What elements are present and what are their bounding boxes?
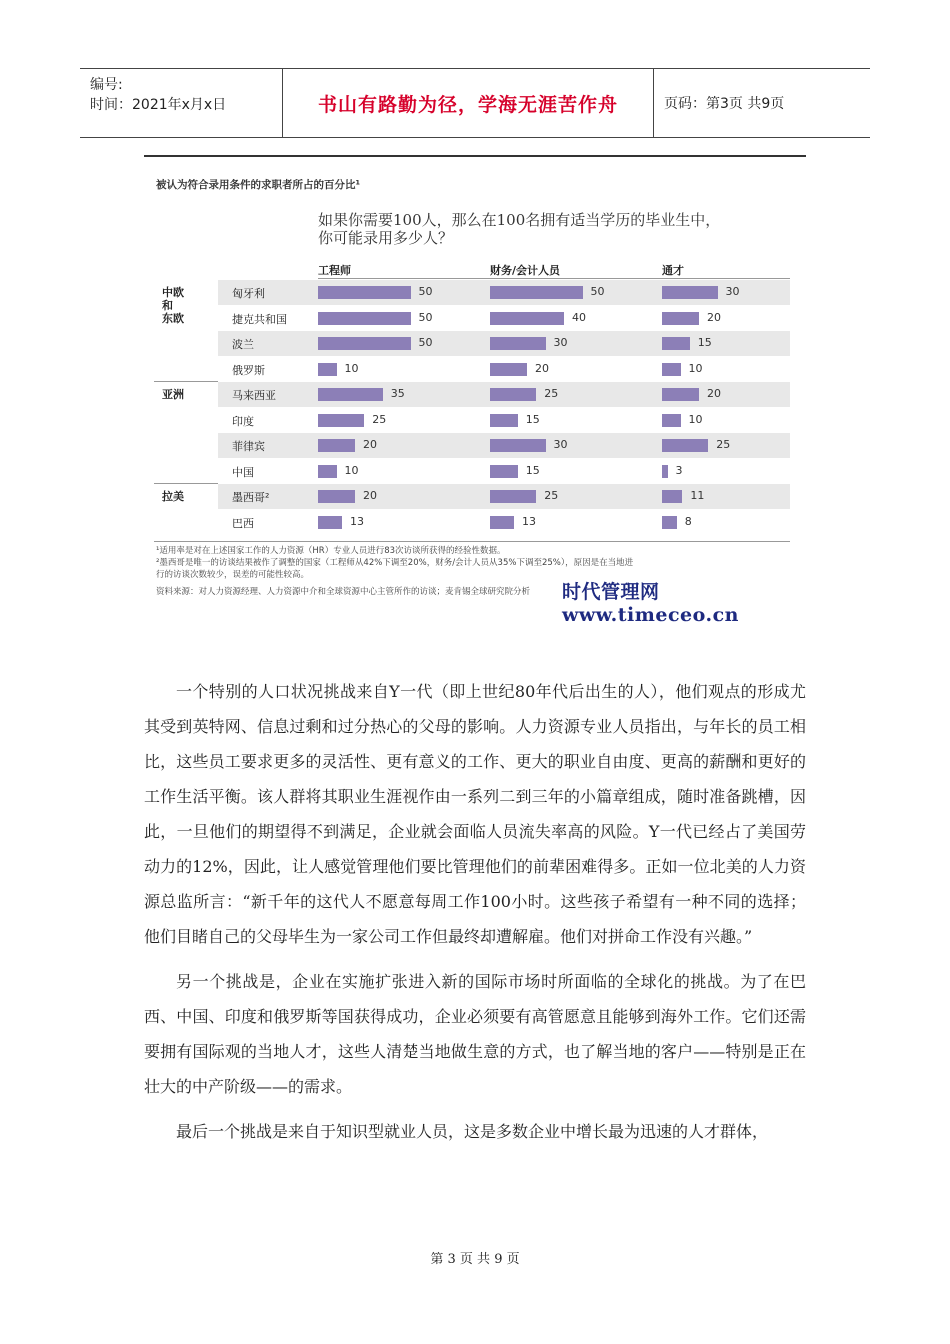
bar <box>490 414 518 427</box>
bar <box>490 286 583 299</box>
region-divider <box>154 483 218 484</box>
bar <box>318 363 337 376</box>
bar-value-label: 20 <box>707 310 721 324</box>
bar-value-label: 50 <box>418 310 433 324</box>
code-label: 编号: <box>90 77 123 93</box>
bar-value-label: 30 <box>725 285 740 298</box>
bar <box>490 312 564 325</box>
bar <box>662 465 668 478</box>
country-label: 巴西 <box>232 516 254 530</box>
bar <box>662 312 699 325</box>
header-page-cell <box>654 69 870 137</box>
chart-row <box>218 459 790 484</box>
chart-row <box>218 510 790 535</box>
country-label: 匈牙利 <box>232 287 265 300</box>
bar <box>662 516 677 529</box>
bar-value-label: 3 <box>675 463 683 477</box>
chart-note: 行的访谈次数较少，误差的可能性较高。 <box>156 570 310 580</box>
chart-row <box>218 484 790 509</box>
column-header: 通才 <box>662 264 684 277</box>
time-label: 时间：2021年x月x日 <box>90 97 227 113</box>
chart-note: ¹适用率是对在上述国家工作的人力资源（HR）专业人员进行83次访谈所获得的经验性数据。 <box>156 546 506 556</box>
chart-row <box>218 433 790 458</box>
bar <box>662 490 682 503</box>
bar <box>490 516 514 529</box>
bar-value-label: 10 <box>344 361 359 375</box>
page-footer: 第 3 页 共 9 页 <box>430 1252 520 1267</box>
bar <box>318 414 364 427</box>
bar <box>318 516 342 529</box>
bar <box>490 439 546 452</box>
chart-row <box>218 357 790 382</box>
bar-value-label: 10 <box>688 412 703 426</box>
bar <box>662 337 690 350</box>
header-divider <box>318 278 790 279</box>
region-divider <box>154 381 218 382</box>
header-rule <box>144 155 806 157</box>
region-label-line: 亚洲 <box>162 388 184 401</box>
bar-value-label: 20 <box>707 387 721 400</box>
bar-value-label: 20 <box>363 489 377 502</box>
body-paragraph: 一个特别的人口状况挑战来自Y一代（即上世纪80年代后出生的人），他们观点的形成尤其受到英特网、信息过剩和过分热心的父母的影响。人力资源专业人员指出，与年长的员工相比，这些员工要求更多的灵活性、更有意义的工作、更大的职业自由度、更高的薪酬和更好的工作生活平衡。该人群将其职业生涯视作由一系列二到三年的小篇章组成，随时准备跳槽，因此，一旦他们的期望得不到满足，企业就会面临人员流失率高的风险。Y一代已经占了美国劳动力的12%，因此，让人感觉管理他们要比管理他们的前辈困难得多。正如一位北美的人力资源总监所言：“新千年的这代人不愿意每周工作100小时。这些孩子希望有一种不同的选择；他们目睹自己的父母毕生为一家公司工作但最终却遭解雇。他们对拼命工作没有兴趣。” <box>144 682 806 946</box>
chart-figure <box>144 165 806 626</box>
motto: 书山有路勤为径，学海无涯苦作舟 <box>317 93 618 116</box>
page-code: 页码：第3页 共9页 <box>664 96 785 112</box>
chart-caption: 被认为符合录用条件的求职者所占的百分比¹ <box>156 179 361 191</box>
column-header: 工程师 <box>318 264 351 277</box>
bar-value-label: 20 <box>535 361 549 375</box>
country-label: 墨西哥² <box>232 491 270 504</box>
region-label-line: 中欧 <box>162 286 184 299</box>
bar-value-label: 15 <box>697 336 712 349</box>
country-label: 俄罗斯 <box>232 363 265 377</box>
bar <box>490 490 536 503</box>
chart-note: ²墨西哥是唯一的访谈结果被作了调整的国家（工程师从42%下调至20%，财务/会计人员从35%下调至25%），原因是在当地进 <box>156 558 634 568</box>
chart-row <box>218 331 790 356</box>
column-header: 财务/会计人员 <box>490 264 561 277</box>
bar <box>318 439 355 452</box>
bar <box>490 337 546 350</box>
region-label <box>162 388 184 401</box>
bar <box>318 286 411 299</box>
chart-row <box>218 382 790 407</box>
bar-value-label: 25 <box>544 387 559 400</box>
chart-row <box>218 408 790 433</box>
bar-value-label: 50 <box>418 336 433 349</box>
country-label: 捷克共和国 <box>232 312 287 326</box>
chart-note: 资料来源：对人力资源经理、人力资源中介和全球资源中心主管所作的访谈；麦肯锡全球研究院分析 <box>156 587 531 597</box>
bar <box>490 363 527 376</box>
country-label: 波兰 <box>232 338 254 351</box>
bar-value-label: 30 <box>553 336 568 349</box>
body-paragraph: 最后一个挑战是来自于知识型就业人员，这是多数企业中增长最为迅速的人才群体， <box>176 1122 769 1141</box>
body-paragraph: 另一个挑战是，企业在实施扩张进入新的国际市场时所面临的全球化的挑战。为了在巴西、中国、印度和俄罗斯等国获得成功，企业必须要有高管愿意且能够到海外工作。它们还需要拥有国际观的当地人才，这些人清楚当地做生意的方式，也了解当地的客户——特别是正在壮大的中产阶级——的需求。 <box>144 972 806 1096</box>
country-label: 印度 <box>232 414 254 428</box>
body-text <box>144 674 806 1149</box>
region-label-line: 和 <box>162 299 173 312</box>
bar <box>318 388 383 401</box>
bar-value-label: 20 <box>363 438 377 451</box>
chart-row <box>218 306 790 331</box>
bar <box>318 465 337 478</box>
country-label: 菲律宾 <box>232 440 265 453</box>
country-label: 中国 <box>232 465 254 479</box>
bar-value-label: 50 <box>418 285 433 298</box>
bar <box>318 490 355 503</box>
country-label: 马来西亚 <box>232 389 276 402</box>
bar-value-label: 15 <box>525 412 540 426</box>
bar <box>490 465 518 478</box>
question-line-2: 你可能录用多少人？ <box>318 229 454 247</box>
chart-bottom-rule <box>154 541 790 542</box>
question-line-1: 如果你需要100人，那么在100名拥有适当学历的毕业生中， <box>318 211 721 229</box>
bar-value-label: 25 <box>716 438 731 451</box>
bar-value-label: 40 <box>572 310 586 324</box>
watermark: 时代管理网www.timeceo.cn <box>562 581 739 626</box>
bar-value-label: 10 <box>688 361 703 375</box>
bar <box>490 388 536 401</box>
region-label <box>162 286 184 325</box>
region-label-line: 东欧 <box>162 312 184 325</box>
page-header <box>80 68 870 138</box>
header-motto-cell <box>283 69 654 137</box>
bar-value-label: 25 <box>544 489 559 502</box>
bar <box>662 439 708 452</box>
bar <box>318 312 411 325</box>
bar-value-label: 10 <box>344 463 359 477</box>
chart-row <box>218 280 790 305</box>
bar-value-label: 13 <box>350 514 365 528</box>
bar <box>662 363 681 376</box>
bar-value-label: 50 <box>590 285 605 298</box>
bar-value-label: 30 <box>553 438 568 451</box>
bar-value-label: 25 <box>372 412 387 426</box>
chart-question <box>318 211 778 247</box>
bar <box>662 414 681 427</box>
bar-value-label: 11 <box>690 489 705 502</box>
header-info-cell <box>80 69 283 137</box>
bar-value-label: 8 <box>684 514 692 528</box>
region-label <box>162 490 184 503</box>
bar <box>662 286 718 299</box>
bar <box>318 337 411 350</box>
bar-value-label: 15 <box>525 463 540 477</box>
bar <box>662 388 699 401</box>
region-label-line: 拉美 <box>162 490 184 503</box>
bar-value-label: 13 <box>522 514 537 528</box>
bar-value-label: 35 <box>390 387 405 400</box>
